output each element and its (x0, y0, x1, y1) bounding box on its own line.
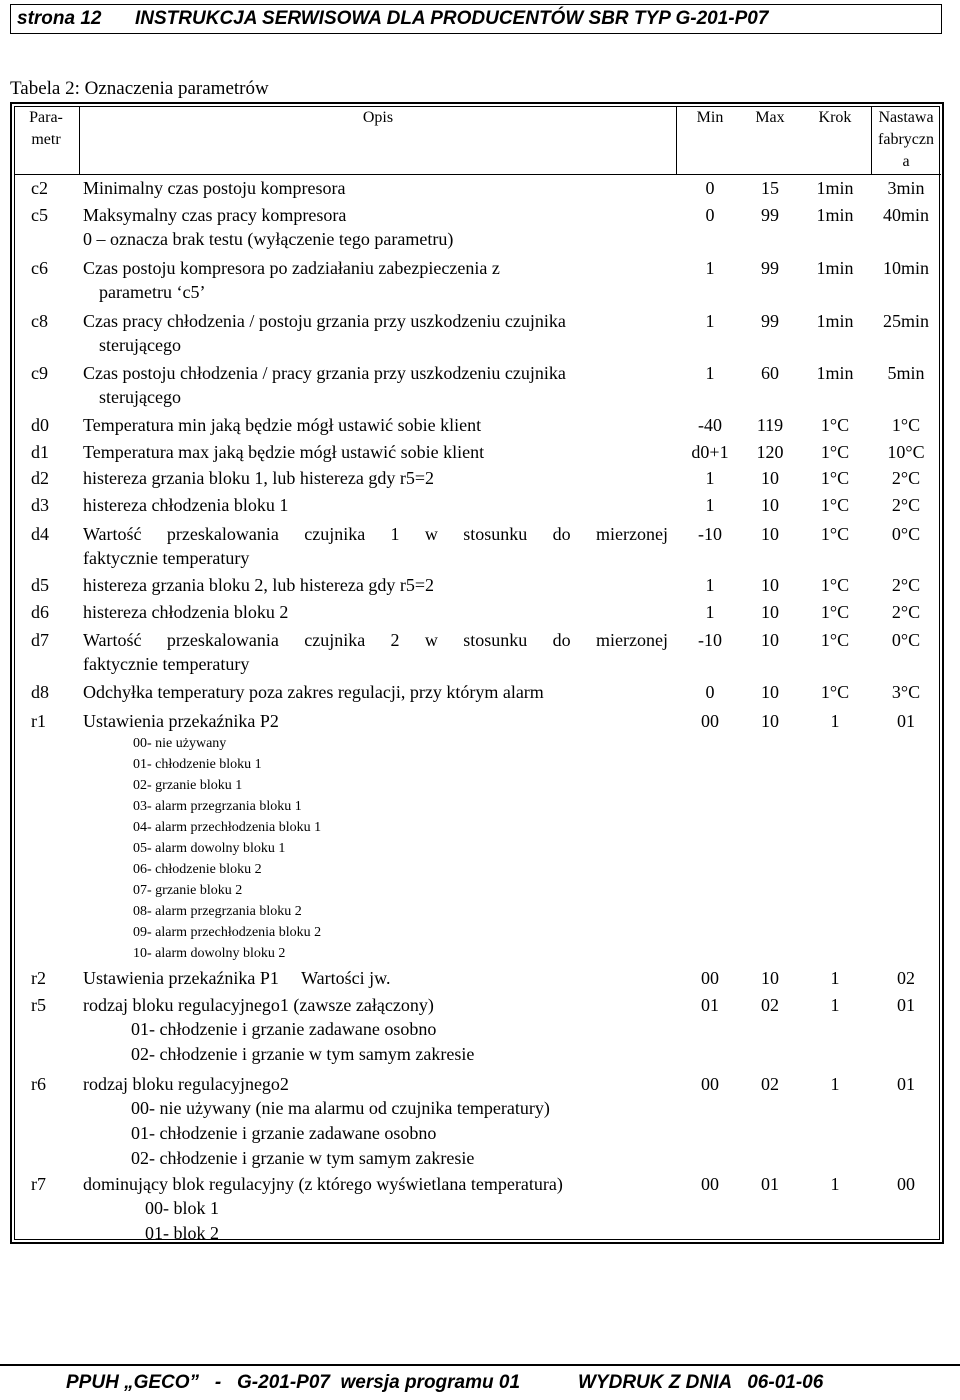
header-divider-1 (79, 107, 80, 175)
table-caption: Tabela 2: Oznaczenia parametrów (10, 78, 269, 99)
header-divider-2 (676, 107, 677, 175)
header-max: Max (755, 109, 785, 126)
header-opis: Opis (362, 109, 394, 126)
footer-left: PPUH „GECO” - G-201-P07 wersja programu 01 (66, 1372, 521, 1393)
parameters-table: Para- metr Opis Min Max Krok Nastawa fabryczn a c2 Minimalny czas postoju kompresora 0 15 1min 3min c5 Maksymalny czas pracy kompresora 0 – oznacza brak testu (wyłączenie tego parametru) 0 99 1min 40min c6 Czas postoju kompresora po zadziałaniu zabezpieczenia z parametru ‘c5’ 1 99 1min 10min c8 Czas pracy chłodzenia / postoju grzania przy uszkodzeniu czujnika sterującego 1 99 1min 25min c9 Czas postoju chłodzenia / pracy grzania przy uszkodzeniu czujnika sterującego 1 60 1min 5min d0 Temperatura min jaką będzie mógł ustawić sobie klient -40 119 1°C 1°C d1 Temperatura max jaką będzie mógł ustawić sobie klient d0+1 120 1°C 10°C d2 histereza grzania bloku 1, lub histereza gdy r5=2 1 10 1°C 2°C d3 histereza chłodzenia bloku 1 1 10 1°C 2°C d4 Wartość przeskalowania czujnika 1 w stosunku do mierzonej faktycznie temperatury -10 10 1°C 0°C d5 histereza grzania bloku 2, lub histereza gdy r5=2 1 10 1°C 2°C d6 histereza chłodzenia bloku 2 1 10 1°C 2°C d7 Wartość przeskalowania czujnika 2 w stosunku do mierzonej faktycznie temperatury -10 10 1°C 0°C d8 Odchyłka temperatury poza zakres regulacji, przy którym alarm 0 10 1°C 3°C r1 Ustawienia przekaźnika P2 00- nie używany 01- chłodzenie bloku 1 02- grzanie bloku 1 03- alarm przegrzania bloku 1 04- alarm przechłodzenia bloku 1 05- alarm dowolny bloku 1 06- chłodzenie bloku 2 07- grzanie bloku 2 08- alarm przegrzania bloku 2 09- alarm przechłodzenia bloku 2 10- alarm dowolny bloku 2 00 10 1 01 r2 Ustawienia przekaźnika P1 Wartości jw. 00 10 1 02 r5 rodzaj bloku regulacyjnego1 (zawsze załączony) 01- chłodzenie i grzanie zadawane osobno 02- chłodzenie i grzanie w tym samym zakresie 01 02 1 01 r6 rodzaj bloku regulacyjnego2 00- nie używany (nie ma alarmu od czujnika temperatury) 01- chłodzenie i grzanie zadawane osobno 02- chłodzenie i grzanie w tym samym zakresie 00 02 1 01 r7 dominujący blok regulacyjny (z którego wyświetlana temperatura) 00- blok 1 01- blok 2 00 01 1 00 (10, 102, 944, 1244)
relay-options: 00- nie używany 01- chłodzenie bloku 1 02- grzanie bloku 1 03- alarm przegrzania bloku 1 04- alarm przechłodzenia bloku 1 05- alarm dowolny bloku 1 06- chłodzenie bloku 2 07- grzanie bloku 2 08- alarm przegrzania bloku 2 09- alarm przechłodzenia bloku 2 10- alarm dowolny bloku 2 (133, 736, 322, 961)
header-min: Min (696, 109, 724, 126)
block-mode-options: 00- nie używany (nie ma alarmu od czujnika temperatury) 01- chłodzenie i grzanie zadawane osobno 02- chłodzenie i grzanie w tym samym zakresie (131, 1098, 550, 1168)
page-footer (0, 1364, 960, 1398)
header-krok: Krok (818, 109, 852, 126)
table-header (15, 107, 939, 173)
header-param: Para- metr (29, 109, 63, 148)
page-header (10, 4, 942, 34)
header-bottom-rule (15, 174, 941, 175)
header-nastawa: Nastawa fabryczn a (878, 109, 934, 170)
footer-right: WYDRUK Z DNIA 06-01-06 (578, 1372, 824, 1393)
page-number: strona 12 (17, 8, 102, 29)
document-title: INSTRUKCJA SERWISOWA DLA PRODUCENTÓW SBR TYP G-201-P07 (135, 8, 769, 29)
dominant-block-options: 00- blok 1 01- blok 2 (145, 1198, 219, 1243)
block-mode-options: 01- chłodzenie i grzanie zadawane osobno 02- chłodzenie i grzanie w tym samym zakresie (131, 1019, 475, 1064)
header-divider-3 (871, 107, 872, 175)
